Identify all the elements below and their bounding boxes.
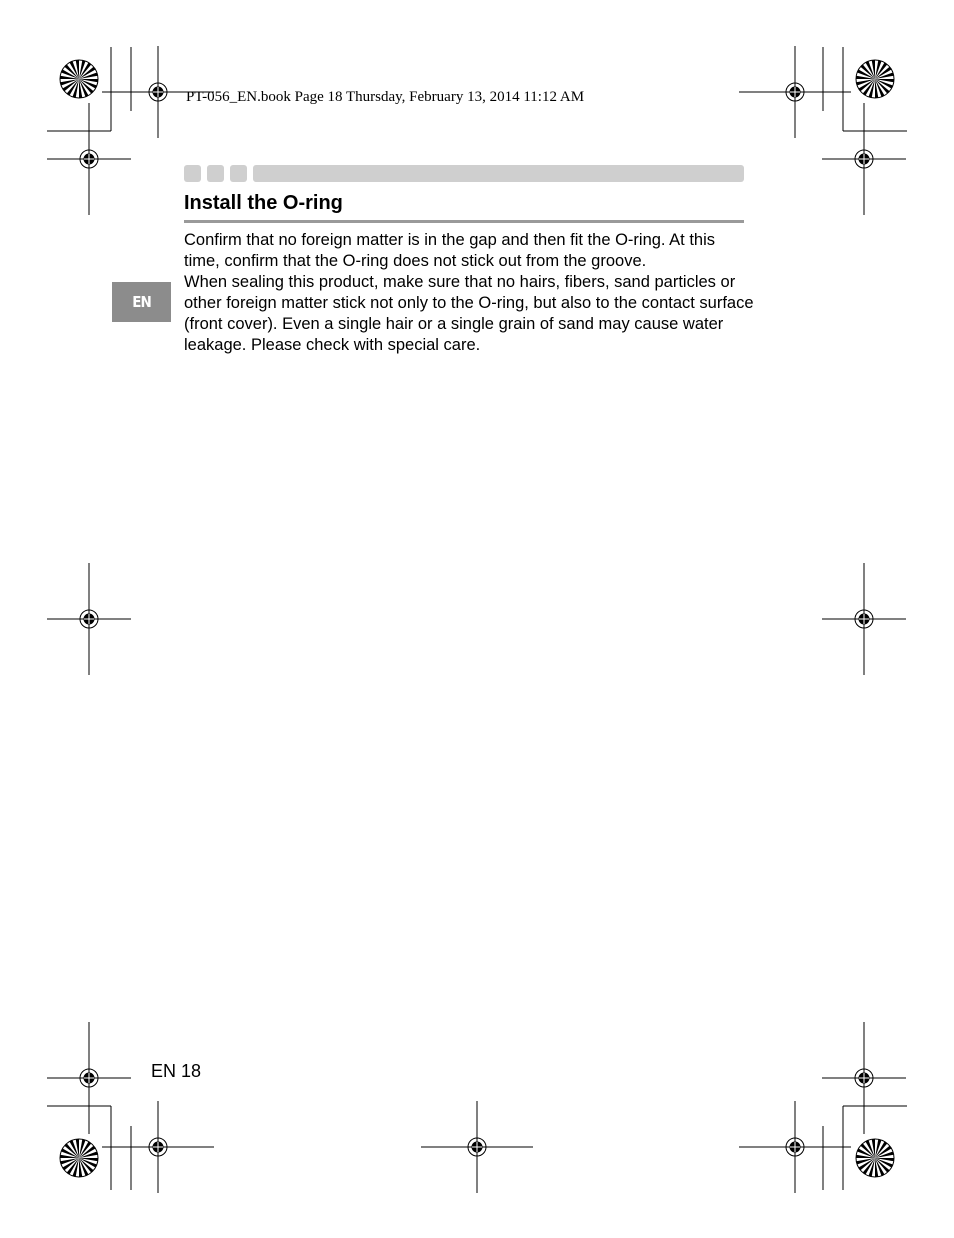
language-tab: EN (112, 282, 171, 322)
registration-target-icon (739, 1101, 851, 1193)
registration-target-icon (822, 1022, 906, 1134)
registration-target-icon (102, 1101, 214, 1193)
print-header-info: PT-056_EN.book Page 18 Thursday, February 13, 2014 11:12 AM (186, 89, 585, 105)
registration-target-icon (47, 103, 131, 215)
registration-target-icon (47, 563, 131, 675)
section-body (184, 230, 754, 356)
title-underline (184, 220, 744, 223)
body-paragraph-1: Confirm that no foreign matter is in the gap and then fit the O-ring. At this time, confirm that the O-ring does not stick out from the groove. (184, 231, 716, 270)
body-paragraph-2: When sealing this product, make sure that no hairs, fibers, sand particles or other foreign matter stick not only to the O-ring, but also to the contact surface (front cover). Even a single hair or a single grain of sand may cause water leakage. Please check with special care. (184, 273, 754, 354)
star-target-icon (856, 60, 894, 98)
page-number: EN 18 (151, 1061, 202, 1081)
star-target-icon (60, 1139, 98, 1177)
star-target-icon (60, 60, 98, 98)
header-square-2 (207, 165, 224, 182)
registration-target-icon (47, 1022, 131, 1134)
registration-target-icon (421, 1101, 533, 1193)
registration-target-icon (822, 103, 906, 215)
section-title: Install the O-ring (184, 192, 343, 214)
header-square-1 (184, 165, 201, 182)
header-bar (253, 165, 744, 182)
registration-target-icon (739, 46, 851, 138)
star-target-icon (856, 1139, 894, 1177)
header-square-3 (230, 165, 247, 182)
registration-target-icon (822, 563, 906, 675)
